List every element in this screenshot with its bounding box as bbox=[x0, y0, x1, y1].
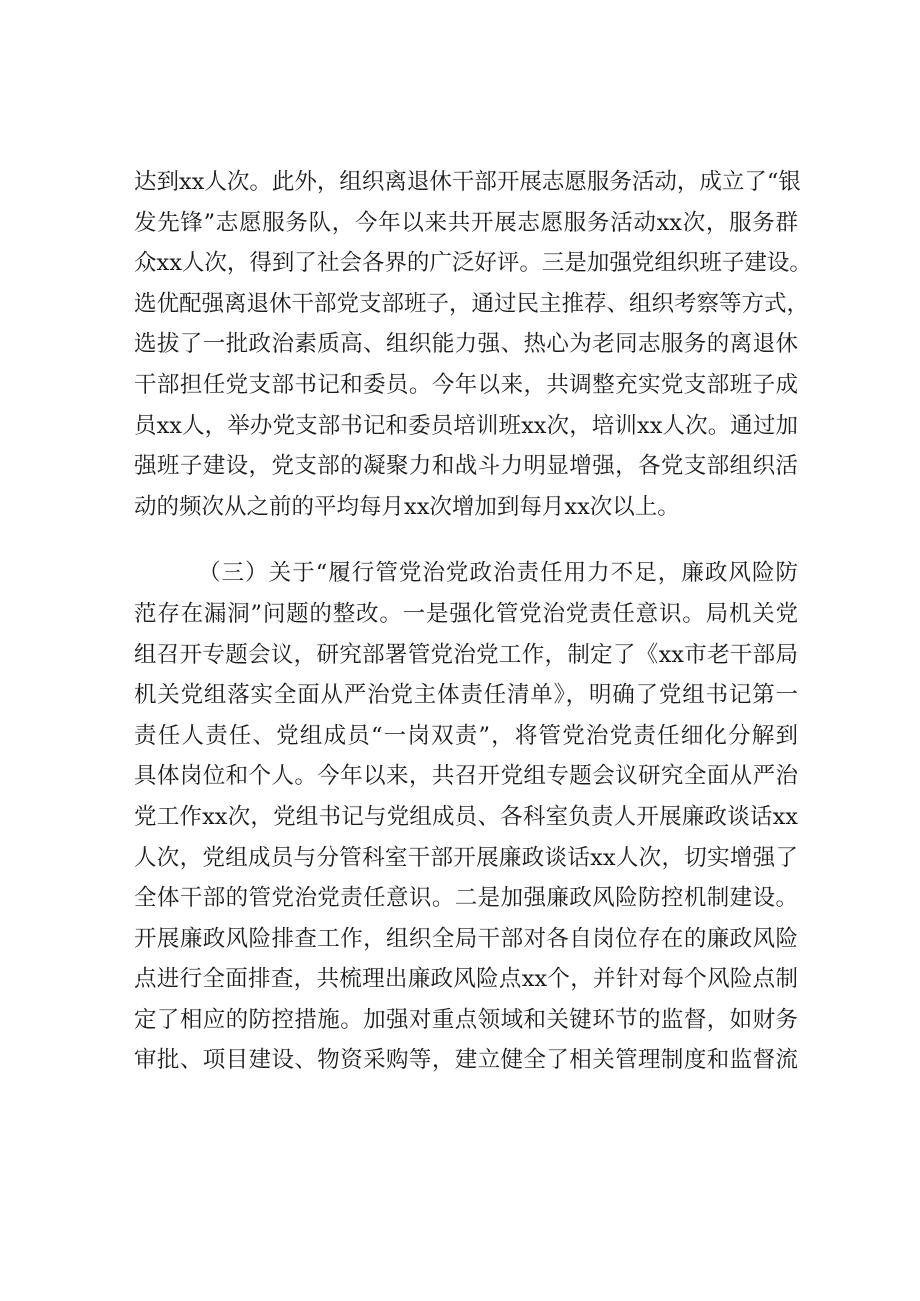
text-line: 党工作xx次，党组书记与党组成员、各科室负责人开展廉政谈话xx bbox=[134, 803, 798, 830]
text-line: 动的频次从之前的平均每月xx次增加到每月xx次以上。 bbox=[134, 493, 680, 520]
text-line: （三）关于“履行管党治党政治责任用力不足，廉政风险防 bbox=[198, 560, 798, 587]
text-line: 强班子建设，党支部的凝聚力和战斗力明显增强，各党支部组织活 bbox=[134, 453, 798, 480]
text-line: 干部担任党支部书记和委员。今年以来，共调整充实党支部班子成 bbox=[134, 371, 798, 398]
text-line: 具体岗位和个人。今年以来，共召开党组专题会议研究全面从严治 bbox=[134, 763, 798, 790]
text-line: 全体干部的管党治党责任意识。二是加强廉政风险防控机制建设。 bbox=[134, 885, 798, 912]
document-body bbox=[134, 162, 812, 1081]
text-line: 人次，党组成员与分管科室干部开展廉政谈话xx人次，切实增强了 bbox=[134, 844, 798, 871]
text-line: 点进行全面排查，共梳理出廉政风险点xx个，并针对每个风险点制 bbox=[134, 966, 798, 993]
text-line: 选拔了一批政治素质高、组织能力强、热心为老同志服务的离退休 bbox=[134, 331, 798, 358]
text-line: 众xx人次，得到了社会各界的广泛好评。三是加强党组织班子建设。 bbox=[134, 250, 812, 277]
text-line: 发先锋”志愿服务队，今年以来共开展志愿服务活动xx次，服务群 bbox=[134, 209, 798, 236]
text-line: 责任人责任、党组成员“一岗双责”，将管党治党责任细化分解到 bbox=[134, 722, 798, 749]
text-line: 机关党组落实全面从严治党主体责任清单》，明确了党组书记第一 bbox=[134, 682, 798, 709]
paragraph-2 bbox=[134, 553, 798, 1081]
text-line: 达到xx人次。此外，组织离退休干部开展志愿服务活动，成立了“银 bbox=[134, 169, 801, 195]
text-line: 定了相应的防控措施。加强对重点领域和关键环节的监督，如财务 bbox=[134, 1006, 798, 1033]
text-line: 范存在漏洞”问题的整改。一是强化管党治党责任意识。局机关党 bbox=[134, 600, 798, 627]
text-line: 开展廉政风险排查工作，组织全局干部对各自岗位存在的廉政风险 bbox=[134, 925, 798, 952]
paragraph-1 bbox=[134, 162, 812, 527]
text-line: 审批、项目建设、物资采购等，建立健全了相关管理制度和监督流 bbox=[134, 1047, 798, 1074]
text-line: 员xx人，举办党支部书记和委员培训班xx次，培训xx人次。通过加 bbox=[134, 412, 798, 439]
paragraph-gap bbox=[134, 527, 798, 553]
text-line: 组召开专题会议，研究部署管党治党工作，制定了《xx市老干部局 bbox=[134, 641, 798, 668]
text-line: 选优配强离退休干部党支部班子，通过民主推荐、组织考察等方式， bbox=[134, 290, 810, 317]
